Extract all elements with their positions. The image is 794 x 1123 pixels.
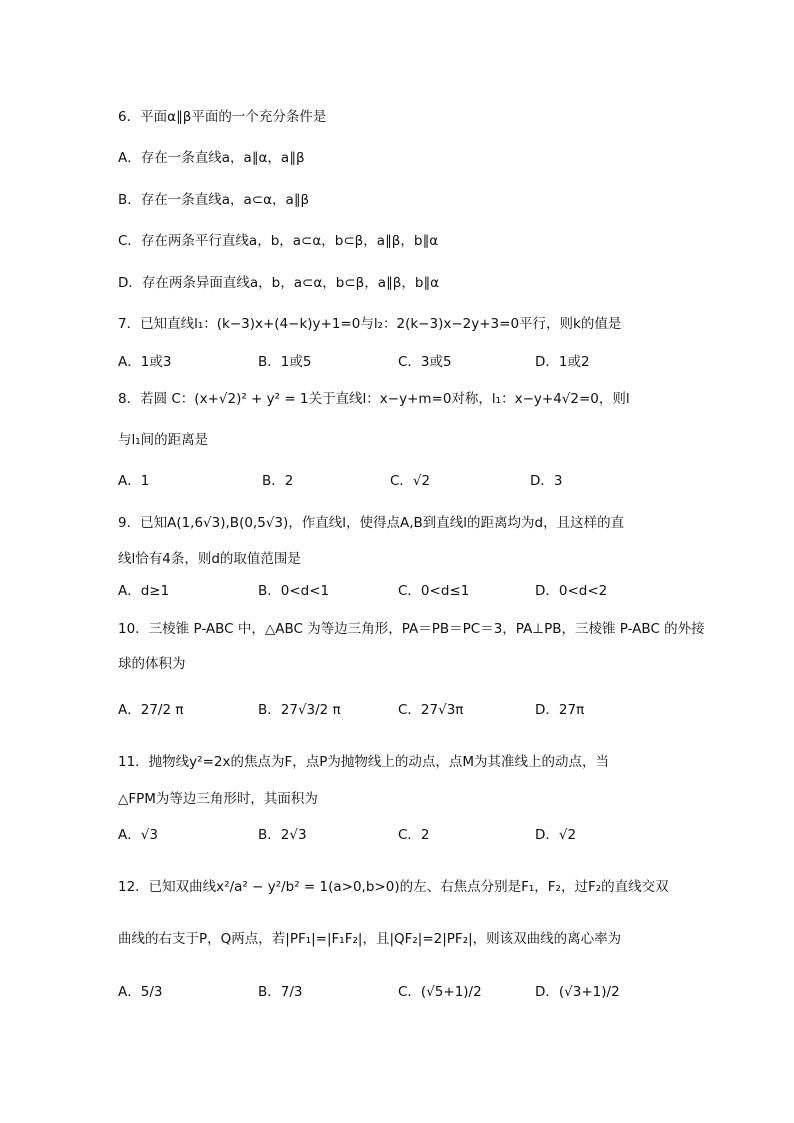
question-9-option-a: A．d≥1 <box>118 583 170 599</box>
question-6-option-b: B．存在一条直线a，a⊂α，a∥β <box>118 192 310 208</box>
question-11-option-c: C．2 <box>398 827 430 843</box>
question-7-option-c: C．3或5 <box>398 354 452 370</box>
question-6-option-c: C．存在两条平行直线a，b，a⊂α，b⊂β，a∥β，b∥α <box>118 233 439 249</box>
question-11-option-b: B．2√3 <box>258 827 307 843</box>
question-12-option-b: B．7/3 <box>258 984 303 1000</box>
question-12-stem: 12．已知双曲线x²/a² − y²/b² = 1(a>0,b>0)的左、右焦点分别是F₁，F₂，过F₂的直线交双 <box>118 879 669 895</box>
question-10-option-b: B．27√3/2 π <box>258 702 341 718</box>
question-9-option-c: C．0<d≤1 <box>398 583 470 599</box>
question-8-stem: 8．若圆 C：(x+√2)² + y² = 1关于直线l：x−y+m=0对称，l₁：x−y+4√2=0，则l <box>118 391 630 407</box>
question-12-option-c: C．(√5+1)/2 <box>398 984 482 1000</box>
question-12-stem-cont: 曲线的右支于P，Q两点，若|PF₁|=|F₁F₂|，且|QF₂|=2|PF₂|，则该双曲线的离心率为 <box>118 931 622 947</box>
question-6-option-d: D．存在两条异面直线a，b，a⊂α，b⊂β，a∥β，b∥α <box>118 275 440 291</box>
question-9-stem-cont: 线l恰有4条，则d的取值范围是 <box>118 551 301 567</box>
question-10-option-a: A．27/2 π <box>118 702 184 718</box>
question-6-stem: 6．平面α∥β平面的一个充分条件是 <box>118 109 327 125</box>
question-11-option-a: A．√3 <box>118 827 158 843</box>
question-8-stem-cont: 与l₁间的距离是 <box>118 432 209 448</box>
question-8-option-a: A．1 <box>118 473 150 489</box>
question-9-stem: 9．已知A(1,6√3),B(0,5√3)，作直线l，使得点A,B到直线l的距离均为d，且这样的直 <box>118 515 625 531</box>
question-12-option-d: D．(√3+1)/2 <box>535 984 620 1000</box>
question-8-option-c: C．√2 <box>390 473 431 489</box>
question-7-option-a: A．1或3 <box>118 354 172 370</box>
question-10-stem: 10．三棱锥 P-ABC 中，△ABC 为等边三角形，PA＝PB＝PC＝3，PA⊥PB，三棱锥 P-ABC 的外接 <box>118 621 705 637</box>
question-11-option-d: D．√2 <box>535 827 577 843</box>
question-10-option-d: D．27π <box>535 702 585 718</box>
question-7-option-b: B．1或5 <box>258 354 312 370</box>
question-12-option-a: A．5/3 <box>118 984 163 1000</box>
question-8-option-b: B．2 <box>262 473 294 489</box>
question-8-option-d: D．3 <box>530 473 563 489</box>
question-10-option-c: C．27√3π <box>398 702 464 718</box>
question-7-stem: 7．已知直线l₁：(k−3)x+(4−k)y+1=0与l₂：2(k−3)x−2y+3=0平行，则k的值是 <box>118 316 622 332</box>
question-11-stem-cont: △FPM为等边三角形时，其面积为 <box>118 791 318 807</box>
question-9-option-b: B．0<d<1 <box>258 583 330 599</box>
question-10-stem-cont: 球的体积为 <box>118 656 186 672</box>
question-11-stem: 11．抛物线y²=2x的焦点为F，点P为抛物线上的动点，点M为其准线上的动点，当 <box>118 754 610 770</box>
question-9-option-d: D．0<d<2 <box>535 583 608 599</box>
question-7-option-d: D．1或2 <box>535 354 590 370</box>
question-6-option-a: A．存在一条直线a，a∥α，a∥β <box>118 150 305 166</box>
